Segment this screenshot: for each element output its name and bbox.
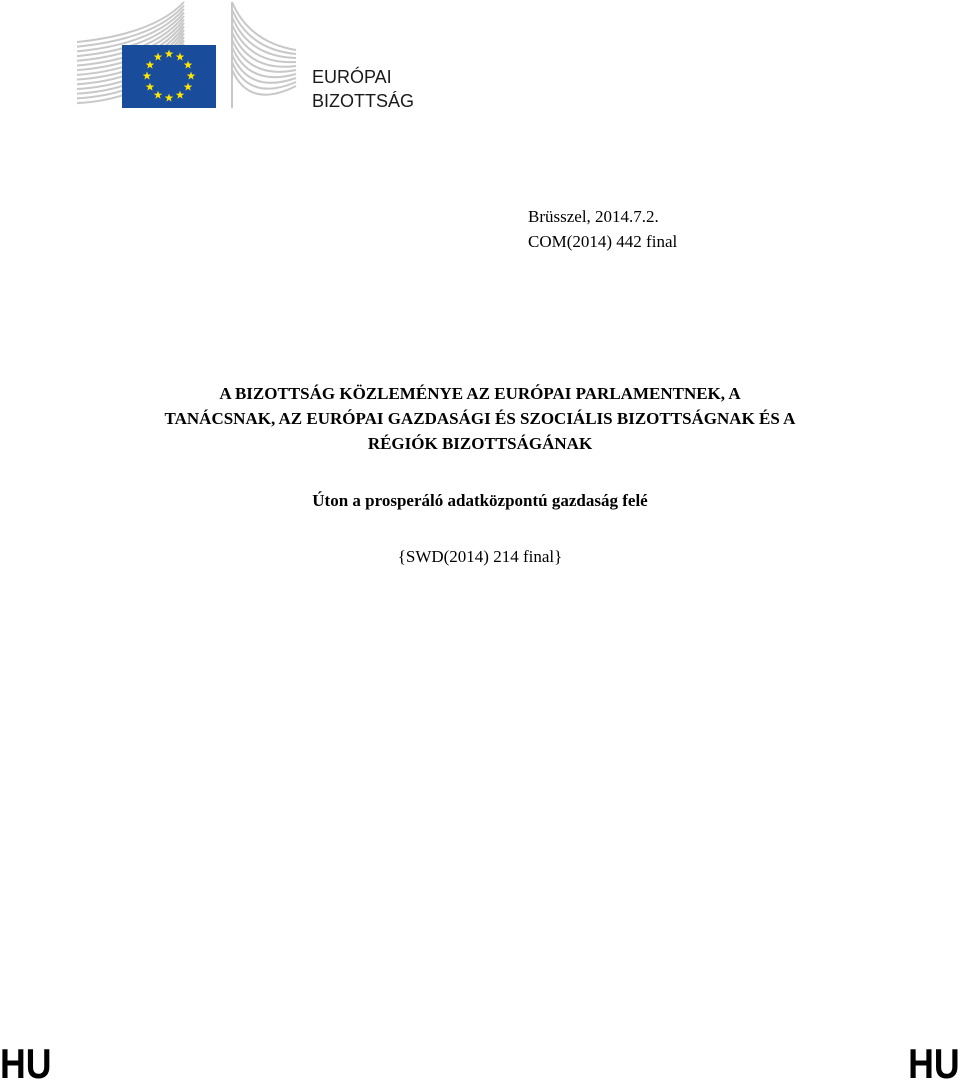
document-title	[0, 381, 960, 456]
document-reference: COM(2014) 442 final	[528, 232, 678, 251]
logo-text-line1: EURÓPAI	[312, 67, 392, 87]
document-subtitle: Úton a prosperáló adatközpontú gazdaság felé	[312, 491, 648, 510]
related-document: {SWD(2014) 214 final}	[397, 547, 563, 566]
language-code-left: HU	[0, 1040, 52, 1083]
language-code-right: HU	[908, 1040, 960, 1083]
title-line: TANÁCSNAK, AZ EURÓPAI GAZDASÁGI ÉS SZOCIÁLIS BIZOTTSÁGNAK ÉS A	[164, 409, 796, 428]
place-date: Brüsszel, 2014.7.2.	[528, 207, 659, 226]
title-line: A BIZOTTSÁG KÖZLEMÉNYE AZ EURÓPAI PARLAMENTNEK, A	[219, 384, 741, 403]
european-commission-logo	[74, 0, 304, 112]
logo-text-line2: BIZOTTSÁG	[312, 91, 415, 111]
title-line: RÉGIÓK BIZOTTSÁGÁNAK	[367, 434, 593, 453]
